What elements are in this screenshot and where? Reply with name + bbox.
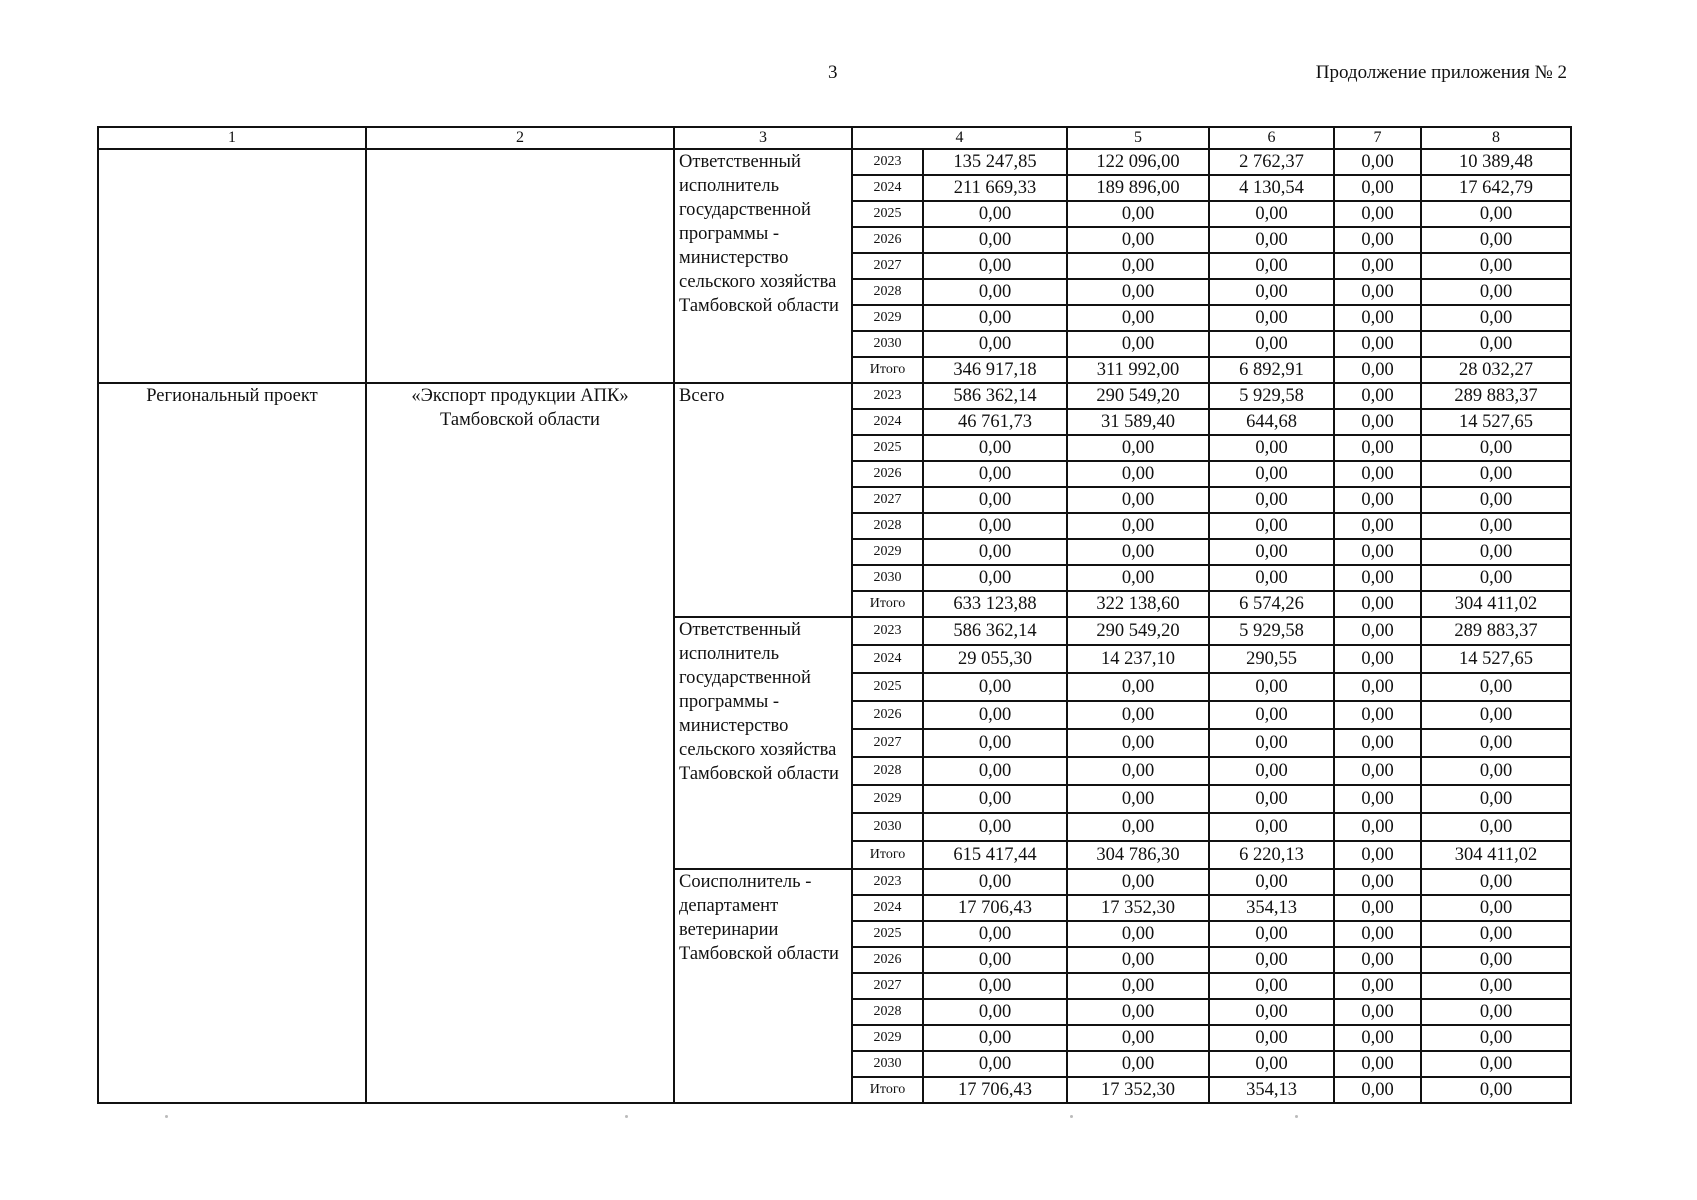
amount-cell: 0,00 [1334, 279, 1421, 305]
amount-cell: 0,00 [1334, 921, 1421, 947]
column-number: 4 [852, 127, 1067, 149]
amount-cell: 0,00 [1334, 461, 1421, 487]
amount-cell: 0,00 [1209, 435, 1334, 461]
year-cell: Итого [852, 357, 923, 383]
amount-cell: 0,00 [1334, 331, 1421, 357]
amount-cell: 0,00 [1209, 305, 1334, 331]
amount-cell: 0,00 [1421, 869, 1571, 895]
amount-cell: 0,00 [1067, 331, 1209, 357]
amount-cell: 0,00 [923, 305, 1067, 331]
year-cell: 2023 [852, 617, 923, 645]
amount-cell: 0,00 [1421, 1077, 1571, 1103]
amount-cell: 0,00 [1067, 227, 1209, 253]
page-number: 3 [828, 62, 838, 83]
amount-cell: 644,68 [1209, 409, 1334, 435]
amount-cell: 0,00 [1421, 305, 1571, 331]
amount-cell: 0,00 [1209, 757, 1334, 785]
column-number: 2 [366, 127, 674, 149]
amount-cell: 0,00 [1421, 201, 1571, 227]
year-cell: 2029 [852, 305, 923, 331]
amount-cell: 0,00 [1334, 435, 1421, 461]
column-number: 5 [1067, 127, 1209, 149]
scan-speck [1070, 1115, 1073, 1118]
amount-cell: 290 549,20 [1067, 617, 1209, 645]
amount-cell: 586 362,14 [923, 383, 1067, 409]
amount-cell: 0,00 [1067, 461, 1209, 487]
executor-cell: Соисполнитель - департамент ветеринарии Тамбовской области [674, 869, 852, 1103]
amount-cell: 290,55 [1209, 645, 1334, 673]
amount-cell: 2 762,37 [1209, 149, 1334, 175]
amount-cell: 0,00 [1334, 305, 1421, 331]
amount-cell: 0,00 [1334, 973, 1421, 999]
year-cell: 2024 [852, 175, 923, 201]
amount-cell: 0,00 [923, 201, 1067, 227]
project-name-cell: «Экспорт продукции АПК» Тамбовской области [366, 383, 674, 1103]
project-type-cell [98, 149, 366, 383]
amount-cell: 0,00 [1421, 895, 1571, 921]
amount-cell: 0,00 [1209, 947, 1334, 973]
amount-cell: 289 883,37 [1421, 617, 1571, 645]
amount-cell: 17 352,30 [1067, 895, 1209, 921]
amount-cell: 0,00 [1067, 673, 1209, 701]
year-cell: 2029 [852, 785, 923, 813]
year-cell: 2030 [852, 813, 923, 841]
amount-cell: 0,00 [1421, 785, 1571, 813]
amount-cell: 6 574,26 [1209, 591, 1334, 617]
amount-cell: 29 055,30 [923, 645, 1067, 673]
amount-cell: 304 411,02 [1421, 591, 1571, 617]
amount-cell: 211 669,33 [923, 175, 1067, 201]
column-number: 8 [1421, 127, 1571, 149]
budget-table [97, 126, 1572, 1104]
amount-cell: 0,00 [1067, 513, 1209, 539]
year-cell: 2027 [852, 729, 923, 757]
year-cell: 2026 [852, 461, 923, 487]
amount-cell: 0,00 [1334, 565, 1421, 591]
amount-cell: 633 123,88 [923, 591, 1067, 617]
amount-cell: 615 417,44 [923, 841, 1067, 869]
amount-cell: 0,00 [1421, 729, 1571, 757]
amount-cell: 586 362,14 [923, 617, 1067, 645]
project-name-cell [366, 149, 674, 383]
amount-cell: 0,00 [1334, 383, 1421, 409]
amount-cell: 0,00 [1067, 253, 1209, 279]
amount-cell: 0,00 [923, 461, 1067, 487]
amount-cell: 0,00 [1067, 947, 1209, 973]
year-cell: 2024 [852, 409, 923, 435]
amount-cell: 0,00 [923, 279, 1067, 305]
amount-cell: 14 237,10 [1067, 645, 1209, 673]
amount-cell: 10 389,48 [1421, 149, 1571, 175]
amount-cell: 0,00 [1421, 513, 1571, 539]
amount-cell: 0,00 [1421, 757, 1571, 785]
column-number: 1 [98, 127, 366, 149]
executor-cell: Ответственный исполнитель государственной программы - министерство сельского хозяйства Тамбовской области [674, 617, 852, 869]
year-cell: 2025 [852, 435, 923, 461]
amount-cell: 0,00 [1067, 999, 1209, 1025]
amount-cell: 0,00 [1209, 973, 1334, 999]
amount-cell: 0,00 [923, 539, 1067, 565]
amount-cell: 5 929,58 [1209, 617, 1334, 645]
amount-cell: 0,00 [1067, 201, 1209, 227]
amount-cell: 0,00 [1334, 1077, 1421, 1103]
year-cell: 2023 [852, 383, 923, 409]
amount-cell: 0,00 [1067, 785, 1209, 813]
amount-cell: 0,00 [923, 921, 1067, 947]
amount-cell: 0,00 [1067, 869, 1209, 895]
amount-cell: 0,00 [1067, 305, 1209, 331]
amount-cell: 122 096,00 [1067, 149, 1209, 175]
year-cell: 2030 [852, 1051, 923, 1077]
amount-cell: 0,00 [1334, 999, 1421, 1025]
year-cell: 2030 [852, 331, 923, 357]
amount-cell: 0,00 [923, 869, 1067, 895]
amount-cell: 0,00 [1067, 539, 1209, 565]
amount-cell: 46 761,73 [923, 409, 1067, 435]
amount-cell: 0,00 [1209, 1025, 1334, 1051]
amount-cell: 0,00 [1421, 253, 1571, 279]
year-cell: 2026 [852, 227, 923, 253]
amount-cell: 0,00 [1209, 813, 1334, 841]
amount-cell: 0,00 [1421, 999, 1571, 1025]
amount-cell: 0,00 [1067, 1051, 1209, 1077]
amount-cell: 290 549,20 [1067, 383, 1209, 409]
amount-cell: 0,00 [923, 513, 1067, 539]
year-cell: 2029 [852, 1025, 923, 1051]
amount-cell: 0,00 [1421, 1051, 1571, 1077]
amount-cell: 0,00 [923, 701, 1067, 729]
year-cell: Итого [852, 841, 923, 869]
amount-cell: 0,00 [1209, 921, 1334, 947]
amount-cell: 0,00 [1421, 973, 1571, 999]
year-cell: 2026 [852, 701, 923, 729]
amount-cell: 0,00 [1334, 513, 1421, 539]
amount-cell: 289 883,37 [1421, 383, 1571, 409]
year-cell: 2028 [852, 757, 923, 785]
executor-cell: Ответственный исполнитель государственной программы - министерство сельского хозяйства Тамбовской области [674, 149, 852, 383]
amount-cell: 322 138,60 [1067, 591, 1209, 617]
amount-cell: 6 892,91 [1209, 357, 1334, 383]
year-cell: 2030 [852, 565, 923, 591]
amount-cell: 0,00 [1334, 149, 1421, 175]
budget-table-body [98, 127, 1571, 1103]
scan-speck [165, 1115, 168, 1118]
amount-cell: 0,00 [1334, 539, 1421, 565]
amount-cell: 0,00 [1421, 435, 1571, 461]
amount-cell: 0,00 [1421, 279, 1571, 305]
amount-cell: 0,00 [1067, 435, 1209, 461]
year-cell: 2029 [852, 539, 923, 565]
amount-cell: 354,13 [1209, 1077, 1334, 1103]
amount-cell: 0,00 [923, 813, 1067, 841]
amount-cell: 0,00 [1067, 813, 1209, 841]
amount-cell: 346 917,18 [923, 357, 1067, 383]
column-number-row [98, 127, 1571, 149]
amount-cell: 0,00 [1209, 539, 1334, 565]
amount-cell: 0,00 [1334, 729, 1421, 757]
amount-cell: 0,00 [1421, 487, 1571, 513]
amount-cell: 0,00 [1421, 331, 1571, 357]
amount-cell: 0,00 [1421, 701, 1571, 729]
table-row [98, 149, 1571, 175]
amount-cell: 0,00 [1067, 973, 1209, 999]
amount-cell: 0,00 [1209, 201, 1334, 227]
amount-cell: 311 992,00 [1067, 357, 1209, 383]
amount-cell: 0,00 [923, 729, 1067, 757]
amount-cell: 0,00 [1334, 617, 1421, 645]
amount-cell: 0,00 [1334, 253, 1421, 279]
amount-cell: 17 352,30 [1067, 1077, 1209, 1103]
amount-cell: 0,00 [1209, 331, 1334, 357]
amount-cell: 14 527,65 [1421, 645, 1571, 673]
amount-cell: 0,00 [923, 757, 1067, 785]
amount-cell: 0,00 [1334, 1051, 1421, 1077]
amount-cell: 0,00 [1209, 487, 1334, 513]
amount-cell: 189 896,00 [1067, 175, 1209, 201]
column-number: 6 [1209, 127, 1334, 149]
executor-cell: Всего [674, 383, 852, 617]
year-cell: Итого [852, 591, 923, 617]
year-cell: 2025 [852, 201, 923, 227]
amount-cell: 0,00 [1067, 487, 1209, 513]
year-cell: 2027 [852, 487, 923, 513]
amount-cell: 5 929,58 [1209, 383, 1334, 409]
amount-cell: 0,00 [1334, 487, 1421, 513]
amount-cell: 0,00 [923, 1025, 1067, 1051]
amount-cell: 0,00 [1421, 921, 1571, 947]
amount-cell: 0,00 [1334, 591, 1421, 617]
amount-cell: 0,00 [923, 999, 1067, 1025]
amount-cell: 0,00 [1209, 673, 1334, 701]
amount-cell: 0,00 [1334, 701, 1421, 729]
year-cell: 2028 [852, 279, 923, 305]
amount-cell: 0,00 [1334, 947, 1421, 973]
amount-cell: 0,00 [1334, 757, 1421, 785]
amount-cell: 0,00 [923, 565, 1067, 591]
amount-cell: 0,00 [1067, 921, 1209, 947]
amount-cell: 0,00 [923, 253, 1067, 279]
amount-cell: 0,00 [1421, 539, 1571, 565]
amount-cell: 0,00 [1067, 1025, 1209, 1051]
amount-cell: 0,00 [1334, 785, 1421, 813]
amount-cell: 14 527,65 [1421, 409, 1571, 435]
amount-cell: 0,00 [923, 973, 1067, 999]
year-cell: 2028 [852, 513, 923, 539]
amount-cell: 17 642,79 [1421, 175, 1571, 201]
amount-cell: 0,00 [1209, 513, 1334, 539]
amount-cell: 0,00 [1334, 673, 1421, 701]
amount-cell: 28 032,27 [1421, 357, 1571, 383]
table-row [98, 383, 1571, 409]
column-number: 3 [674, 127, 852, 149]
year-cell: 2024 [852, 645, 923, 673]
amount-cell: 0,00 [1209, 565, 1334, 591]
amount-cell: 0,00 [1421, 1025, 1571, 1051]
year-cell: Итого [852, 1077, 923, 1103]
amount-cell: 0,00 [1334, 645, 1421, 673]
amount-cell: 0,00 [1067, 757, 1209, 785]
amount-cell: 0,00 [923, 947, 1067, 973]
amount-cell: 0,00 [1209, 279, 1334, 305]
amount-cell: 0,00 [1334, 227, 1421, 253]
amount-cell: 0,00 [1334, 175, 1421, 201]
amount-cell: 0,00 [1209, 785, 1334, 813]
project-type-cell: Региональный проект [98, 383, 366, 1103]
year-cell: 2024 [852, 895, 923, 921]
amount-cell: 0,00 [923, 331, 1067, 357]
amount-cell: 0,00 [1421, 673, 1571, 701]
amount-cell: 304 411,02 [1421, 841, 1571, 869]
amount-cell: 0,00 [1209, 701, 1334, 729]
amount-cell: 0,00 [1334, 895, 1421, 921]
amount-cell: 0,00 [923, 785, 1067, 813]
amount-cell: 0,00 [923, 673, 1067, 701]
year-cell: 2025 [852, 921, 923, 947]
year-cell: 2025 [852, 673, 923, 701]
amount-cell: 0,00 [1067, 565, 1209, 591]
amount-cell: 354,13 [1209, 895, 1334, 921]
year-cell: 2023 [852, 149, 923, 175]
amount-cell: 0,00 [1067, 701, 1209, 729]
year-cell: 2027 [852, 973, 923, 999]
amount-cell: 6 220,13 [1209, 841, 1334, 869]
year-cell: 2023 [852, 869, 923, 895]
amount-cell: 135 247,85 [923, 149, 1067, 175]
amount-cell: 0,00 [1209, 253, 1334, 279]
column-number: 7 [1334, 127, 1421, 149]
year-cell: 2028 [852, 999, 923, 1025]
amount-cell: 0,00 [1421, 947, 1571, 973]
amount-cell: 0,00 [1067, 729, 1209, 757]
amount-cell: 0,00 [1421, 227, 1571, 253]
amount-cell: 0,00 [1334, 357, 1421, 383]
amount-cell: 0,00 [1421, 461, 1571, 487]
amount-cell: 0,00 [1334, 841, 1421, 869]
amount-cell: 0,00 [1209, 1051, 1334, 1077]
amount-cell: 0,00 [1334, 201, 1421, 227]
amount-cell: 0,00 [1209, 999, 1334, 1025]
appendix-caption: Продолжение приложения № 2 [1315, 62, 1567, 83]
amount-cell: 17 706,43 [923, 1077, 1067, 1103]
amount-cell: 0,00 [1334, 813, 1421, 841]
amount-cell: 0,00 [923, 1051, 1067, 1077]
amount-cell: 0,00 [1421, 565, 1571, 591]
amount-cell: 0,00 [1209, 729, 1334, 757]
amount-cell: 0,00 [1334, 869, 1421, 895]
amount-cell: 31 589,40 [1067, 409, 1209, 435]
amount-cell: 0,00 [923, 487, 1067, 513]
amount-cell: 304 786,30 [1067, 841, 1209, 869]
amount-cell: 4 130,54 [1209, 175, 1334, 201]
amount-cell: 17 706,43 [923, 895, 1067, 921]
amount-cell: 0,00 [1067, 279, 1209, 305]
amount-cell: 0,00 [1421, 813, 1571, 841]
amount-cell: 0,00 [923, 227, 1067, 253]
amount-cell: 0,00 [1334, 1025, 1421, 1051]
amount-cell: 0,00 [1334, 409, 1421, 435]
amount-cell: 0,00 [923, 435, 1067, 461]
scan-speck [1295, 1115, 1298, 1118]
year-cell: 2027 [852, 253, 923, 279]
amount-cell: 0,00 [1209, 869, 1334, 895]
amount-cell: 0,00 [1209, 227, 1334, 253]
year-cell: 2026 [852, 947, 923, 973]
scan-speck [625, 1115, 628, 1118]
amount-cell: 0,00 [1209, 461, 1334, 487]
